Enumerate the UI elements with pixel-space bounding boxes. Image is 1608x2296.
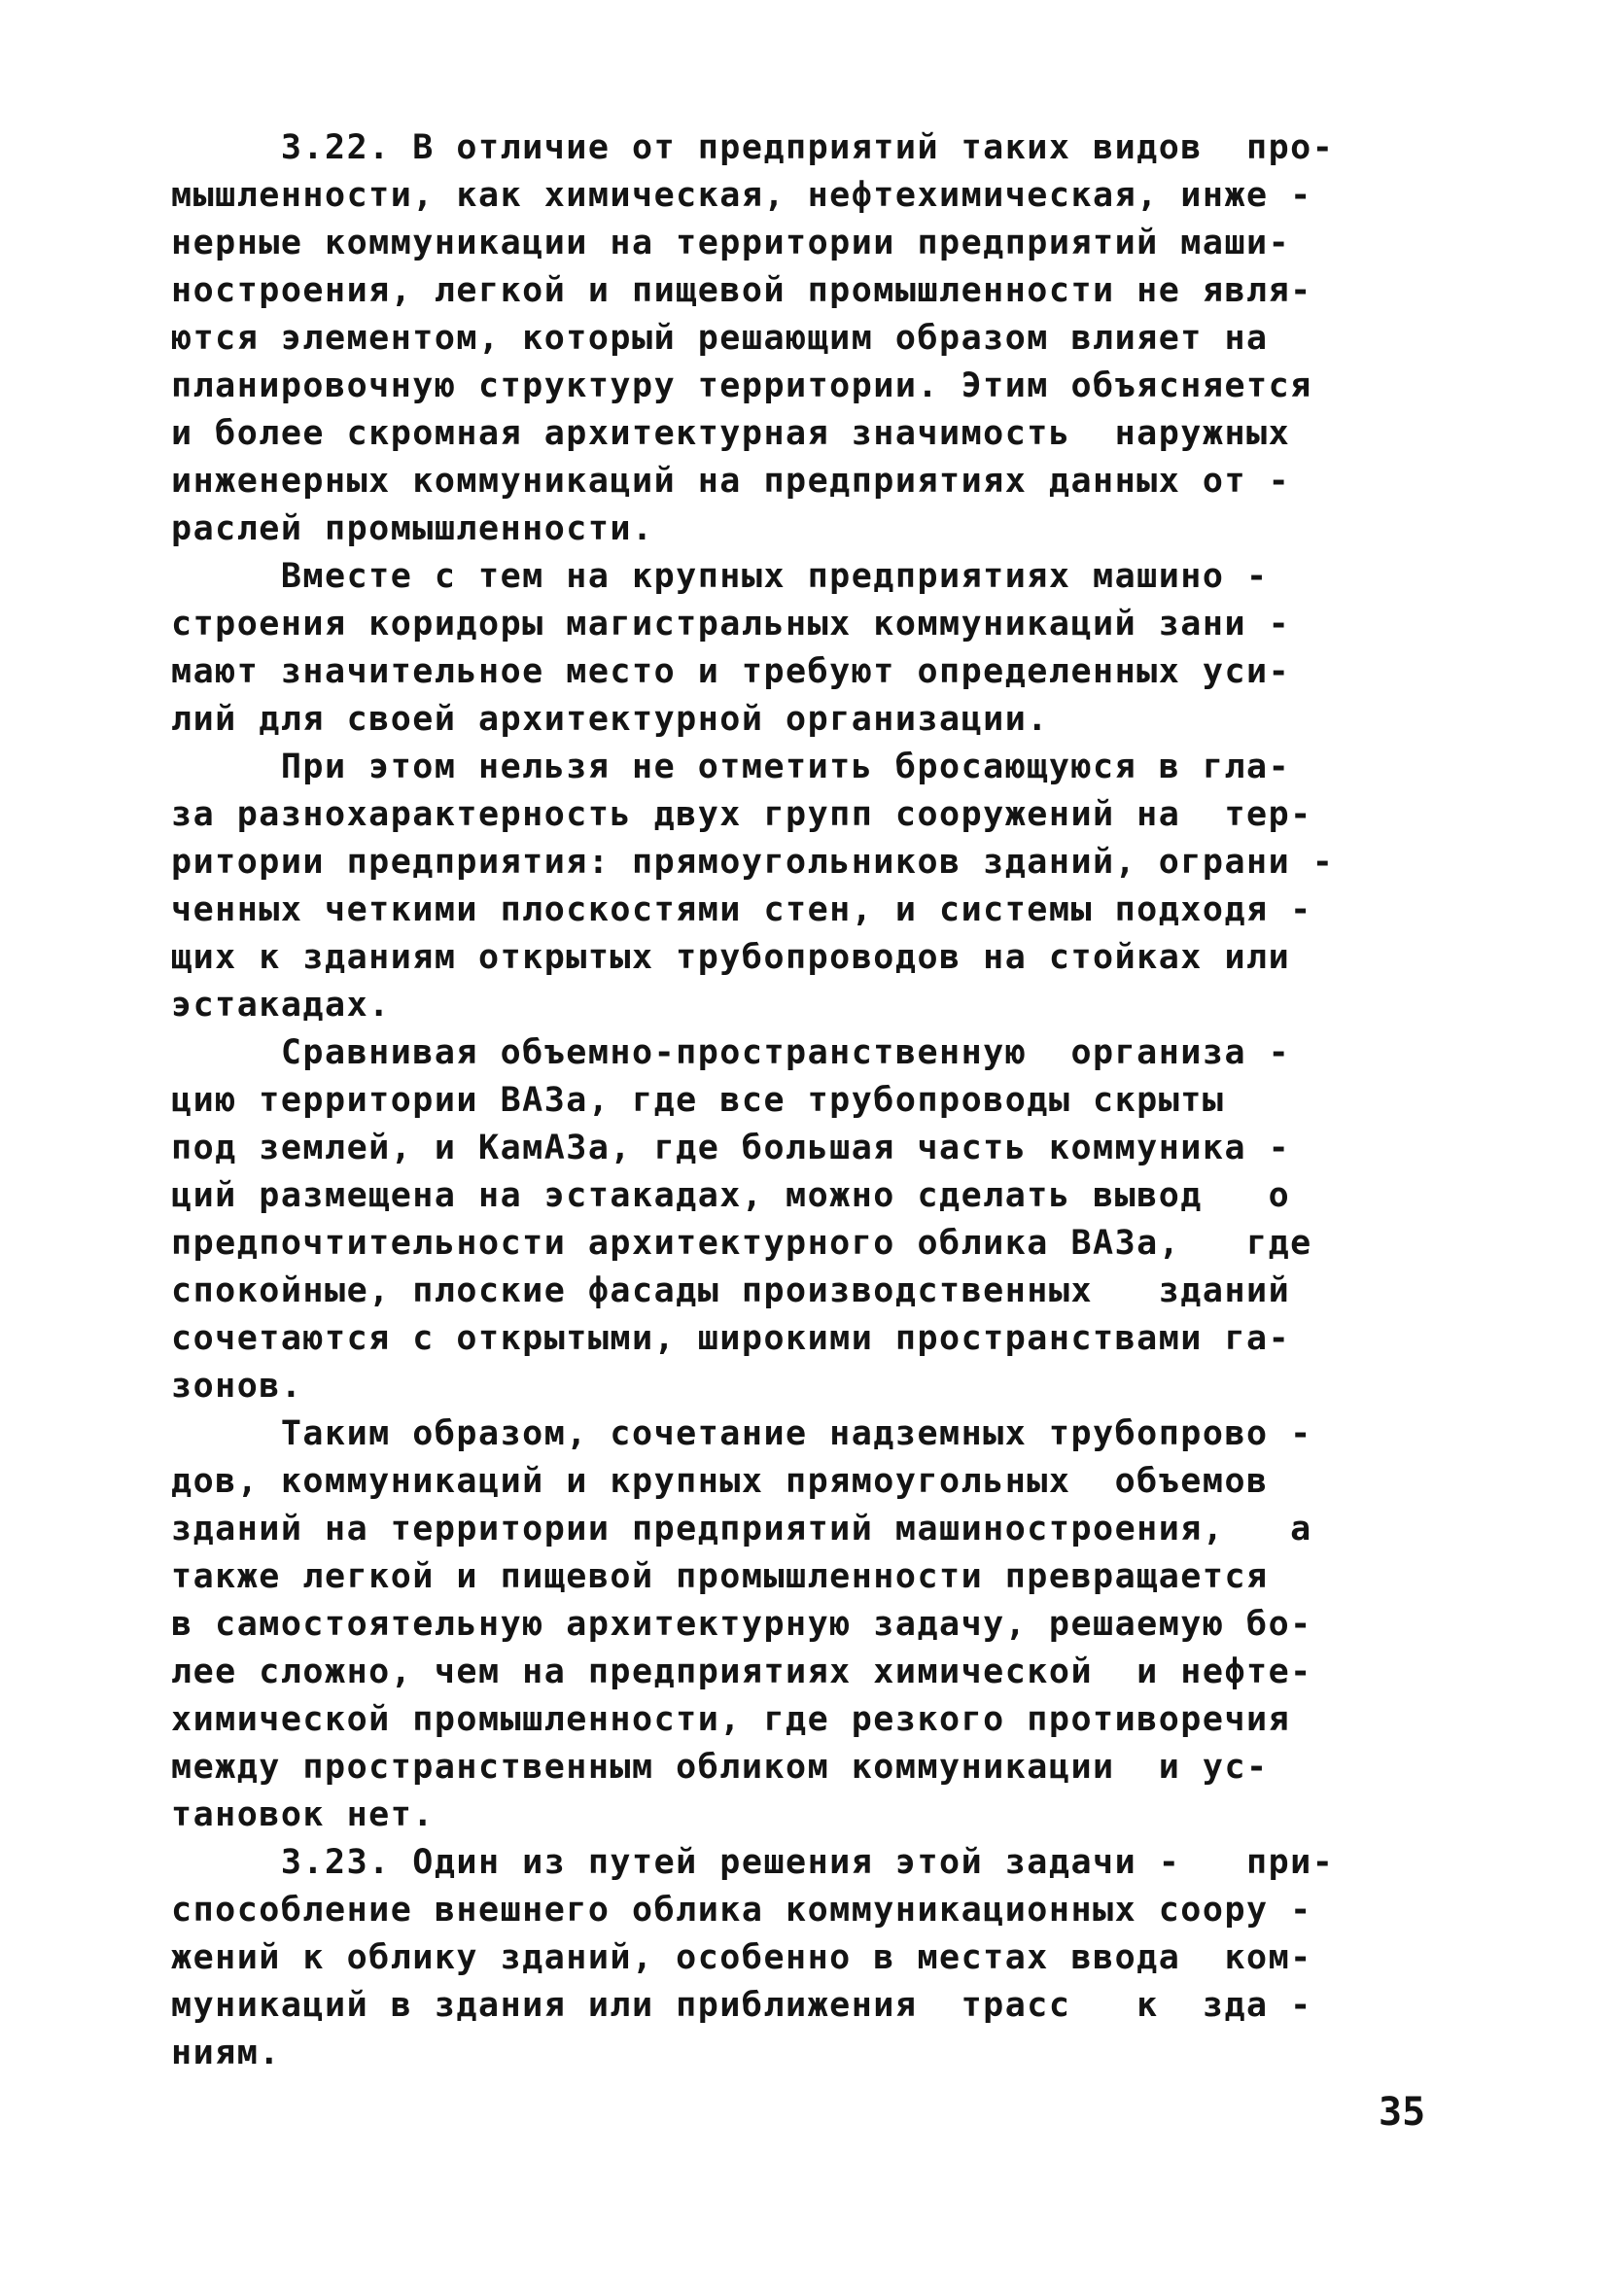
text-line: зонов. bbox=[171, 1367, 303, 1406]
text-line: за разнохарактерность двух групп сооружений на тер- bbox=[171, 795, 1312, 834]
text-line: дов, коммуникаций и крупных прямоугольных объемов bbox=[171, 1462, 1269, 1501]
text-line: ченных четкими плоскостями стен, и системы подходя - bbox=[171, 890, 1312, 929]
text-line: ностроения, легкой и пищевой промышленности не явля- bbox=[171, 271, 1312, 310]
text-line: лий для своей архитектурной организации. bbox=[171, 700, 1049, 739]
text-line: лее сложно, чем на предприятиях химической и нефте- bbox=[171, 1652, 1312, 1691]
text-line: Вместе с тем на крупных предприятиях машино - bbox=[171, 557, 1269, 596]
text-line: сочетаются с открытыми, широкими пространствами га- bbox=[171, 1319, 1291, 1358]
text-line: раслей промышленности. bbox=[171, 509, 654, 548]
text-line: зданий на территории предприятий машиностроения, а bbox=[171, 1510, 1312, 1548]
text-line: предпочтительности архитектурного облика ВАЗа, где bbox=[171, 1224, 1312, 1263]
text-line: и более скромная архитектурная значимость наружных bbox=[171, 414, 1291, 453]
text-line: планировочную структуру территории. Этим объясняется bbox=[171, 366, 1312, 405]
text-line: цию территории ВАЗа, где все трубопроводы скрыты bbox=[171, 1081, 1225, 1120]
text-line: инженерных коммуникаций на предприятиях данных от - bbox=[171, 462, 1291, 501]
text-line: химической промышленности, где резкого противоречия bbox=[171, 1700, 1291, 1739]
text-line: щих к зданиям открытых трубопроводов на стойках или bbox=[171, 938, 1291, 977]
text-line: ются элементом, который решающим образом влияет на bbox=[171, 319, 1269, 358]
text-line: также легкой и пищевой промышленности превращается bbox=[171, 1557, 1269, 1596]
text-line: спокойные, плоские фасады производственных зданий bbox=[171, 1271, 1291, 1310]
text-line: эстакадах. bbox=[171, 986, 391, 1025]
text-line: способление внешнего облика коммуникационных соору - bbox=[171, 1891, 1312, 1930]
text-line: мышленности, как химическая, нефтехимическая, инже - bbox=[171, 176, 1312, 215]
text-line: 3.22. В отличие от предприятий таких видов про- bbox=[171, 128, 1335, 167]
text-line: ритории предприятия: прямоугольников зданий, ограни - bbox=[171, 843, 1335, 882]
text-line: мают значительное место и требуют определенных уси- bbox=[171, 652, 1291, 691]
text-line: строения коридоры магистральных коммуникаций зани - bbox=[171, 605, 1291, 644]
text-line: жений к облику зданий, особенно в местах ввода ком- bbox=[171, 1938, 1312, 1977]
text-line: нерные коммуникации на территории предприятий маши- bbox=[171, 224, 1291, 262]
text-line: муникаций в здания или приближения трасс к зда - bbox=[171, 1986, 1312, 2025]
text-line: между пространственным обликом коммуникации и ус- bbox=[171, 1748, 1269, 1787]
page-number: 35 bbox=[1379, 2090, 1426, 2135]
text-line: Сравнивая объемно-пространственную организа - bbox=[171, 1033, 1291, 1072]
text-line: При этом нельзя не отметить бросающуюся в гла- bbox=[171, 748, 1291, 786]
text-line: под землей, и КамАЗа, где большая часть коммуника - bbox=[171, 1129, 1291, 1167]
text-line: тановок нет. bbox=[171, 1795, 435, 1834]
text-line: 3.23. Один из путей решения этой задачи - при- bbox=[171, 1843, 1335, 1882]
text-line: ций размещена на эстакадах, можно сделать вывод о bbox=[171, 1176, 1291, 1215]
body-text bbox=[171, 124, 1435, 2077]
text-line: в самостоятельную архитектурную задачу, решаемую бо- bbox=[171, 1605, 1312, 1644]
text-line: Таким образом, сочетание надземных трубопрово - bbox=[171, 1414, 1312, 1453]
text-line: ниям. bbox=[171, 2034, 281, 2072]
